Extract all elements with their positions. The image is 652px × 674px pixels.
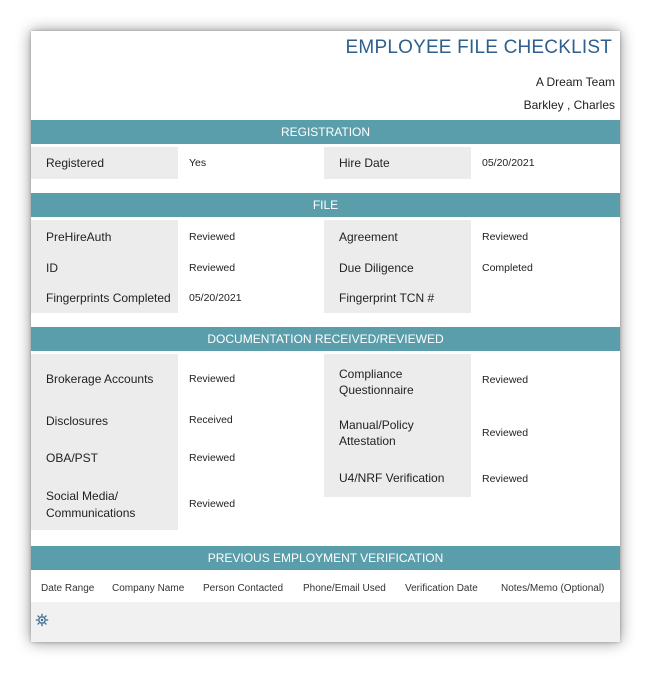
page-footer — [31, 602, 620, 642]
hire-date-label: Hire Date — [339, 156, 390, 170]
social-media-label-line1: Social Media/ — [46, 489, 119, 503]
prehireauth-value: Reviewed — [189, 231, 236, 243]
oba-pst-label: OBA/PST — [46, 451, 99, 465]
id-value: Reviewed — [189, 262, 236, 274]
id-label: ID — [46, 261, 58, 275]
gear-icon[interactable] — [35, 613, 49, 627]
compliance-label-line2: Questionnaire — [339, 383, 414, 397]
social-media-label-line2: Communications — [46, 506, 136, 520]
compliance-label-line1: Compliance — [339, 367, 403, 381]
disclosures-value: Received — [189, 414, 233, 426]
due-diligence-label: Due Diligence — [339, 261, 414, 275]
documentation-header: DOCUMENTATION RECEIVED/REVIEWED — [31, 327, 620, 351]
registered-label-cell — [31, 147, 178, 179]
documentation-left-labels — [31, 354, 178, 530]
page-title: EMPLOYEE FILE CHECKLIST — [345, 37, 612, 58]
registered-label: Registered — [46, 156, 105, 170]
fingerprints-label: Fingerprints Completed — [46, 291, 171, 305]
u4-nrf-label: U4/NRF Verification — [339, 471, 445, 485]
manual-policy-value: Reviewed — [482, 427, 529, 439]
previous-employment-header: PREVIOUS EMPLOYMENT VERIFICATION — [31, 546, 620, 570]
registered-value: Yes — [189, 157, 207, 169]
brokerage-value: Reviewed — [189, 373, 236, 385]
column-company-name: Company Name — [112, 583, 185, 594]
agreement-label: Agreement — [339, 230, 398, 244]
hire-date-label-cell — [324, 147, 471, 179]
compliance-value: Reviewed — [482, 374, 529, 386]
employee-name: Barkley , Charles — [523, 98, 615, 112]
column-person-contacted: Person Contacted — [203, 583, 284, 594]
fingerprints-value: 05/20/2021 — [189, 292, 242, 304]
social-media-value: Reviewed — [189, 498, 236, 510]
manual-policy-label-line2: Attestation — [339, 434, 396, 448]
file-right-labels — [324, 220, 471, 313]
due-diligence-value: Completed — [482, 262, 533, 274]
team-name: A Dream Team — [535, 75, 615, 89]
prehireauth-label: PreHireAuth — [46, 230, 112, 244]
manual-policy-label-line1: Manual/Policy — [339, 418, 414, 432]
oba-pst-value: Reviewed — [189, 452, 236, 464]
disclosures-label: Disclosures — [46, 414, 109, 428]
file-header: FILE — [31, 193, 620, 217]
column-verification-date: Verification Date — [405, 583, 478, 594]
file-left-labels — [31, 220, 178, 313]
brokerage-label: Brokerage Accounts — [46, 372, 154, 386]
registration-header: REGISTRATION — [31, 120, 620, 144]
u4-nrf-value: Reviewed — [482, 473, 529, 485]
column-date-range: Date Range — [41, 583, 95, 594]
documentation-right-labels — [324, 354, 471, 497]
column-notes-memo: Notes/Memo (Optional) — [501, 583, 605, 594]
hire-date-value: 05/20/2021 — [482, 157, 535, 169]
checklist-page — [31, 31, 620, 642]
column-phone-email: Phone/Email Used — [303, 583, 386, 594]
fingerprint-tcn-label: Fingerprint TCN # — [339, 291, 435, 305]
agreement-value: Reviewed — [482, 231, 529, 243]
